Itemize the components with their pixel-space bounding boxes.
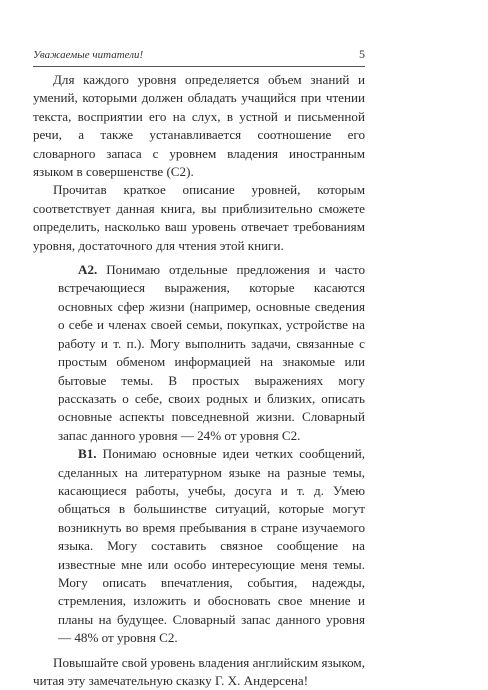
page-body (33, 71, 365, 690)
level-b1-description (58, 445, 365, 647)
level-a2-text: Понимаю отдельные предложения и часто встречающиеся выражения, которые касаются основных сфер жизни (например, основные сведения о себе и членах своей семьи, покупках, устройстве на работу и т. п.). Могу выполнить задачи, связанные с простым обменом информацией на знакомые или бытовые темы. В простых выражениях могу рассказать о себе, своих родных и близких, описать основные аспекты повседневной жизни. Словарный запас данного уровня — 24% от уровня С2. (58, 262, 365, 443)
level-b1-text: Понимаю основные идеи четких сообщений, сделанных на литературном языке на разные темы, касающиеся работы, учебы, досуга и т. д. Умею общаться в большинстве ситуаций, которые могут возникнуть во время пребывания в стране изучаемого языка. Могу составить связное сообщение на известные мне или особо интересующие меня темы. Могу описать впечатления, события, надежды, стремления, изложить и обосновать свое мнение и планы на будущее. Словарный запас данного уровня — 48% от уровня С2. (58, 446, 365, 646)
level-a2-description (58, 261, 365, 445)
paragraph-intro: Для каждого уровня определяется объем знаний и умений, которыми должен обладать учащийся при чтении текста, восприятии его на слух, в устной и письменной речи, а также устанавливается соотношение его словарного запаса с уровнем владения иностранным языком в совершенстве (С2). (33, 72, 365, 180)
page-number: 5 (359, 47, 365, 61)
header-rule (33, 66, 365, 67)
level-b1-code: В1. (78, 446, 97, 462)
level-a2-code: А2. (78, 262, 98, 278)
running-title: Уважаемые читатели! (33, 49, 144, 61)
paragraph-instructions: Прочитав краткое описание уровней, которым соответствует данная книга, вы приблизительно сможете определить, насколько ваш уровень отвечает требованиям уровня, достаточного для чтения этой книги. (33, 182, 365, 253)
paragraph-closing: Повышайте свой уровень владения английским языком, читая эту замечательную сказку Г. Х. Андерсена! (33, 654, 365, 688)
running-header (33, 45, 365, 65)
